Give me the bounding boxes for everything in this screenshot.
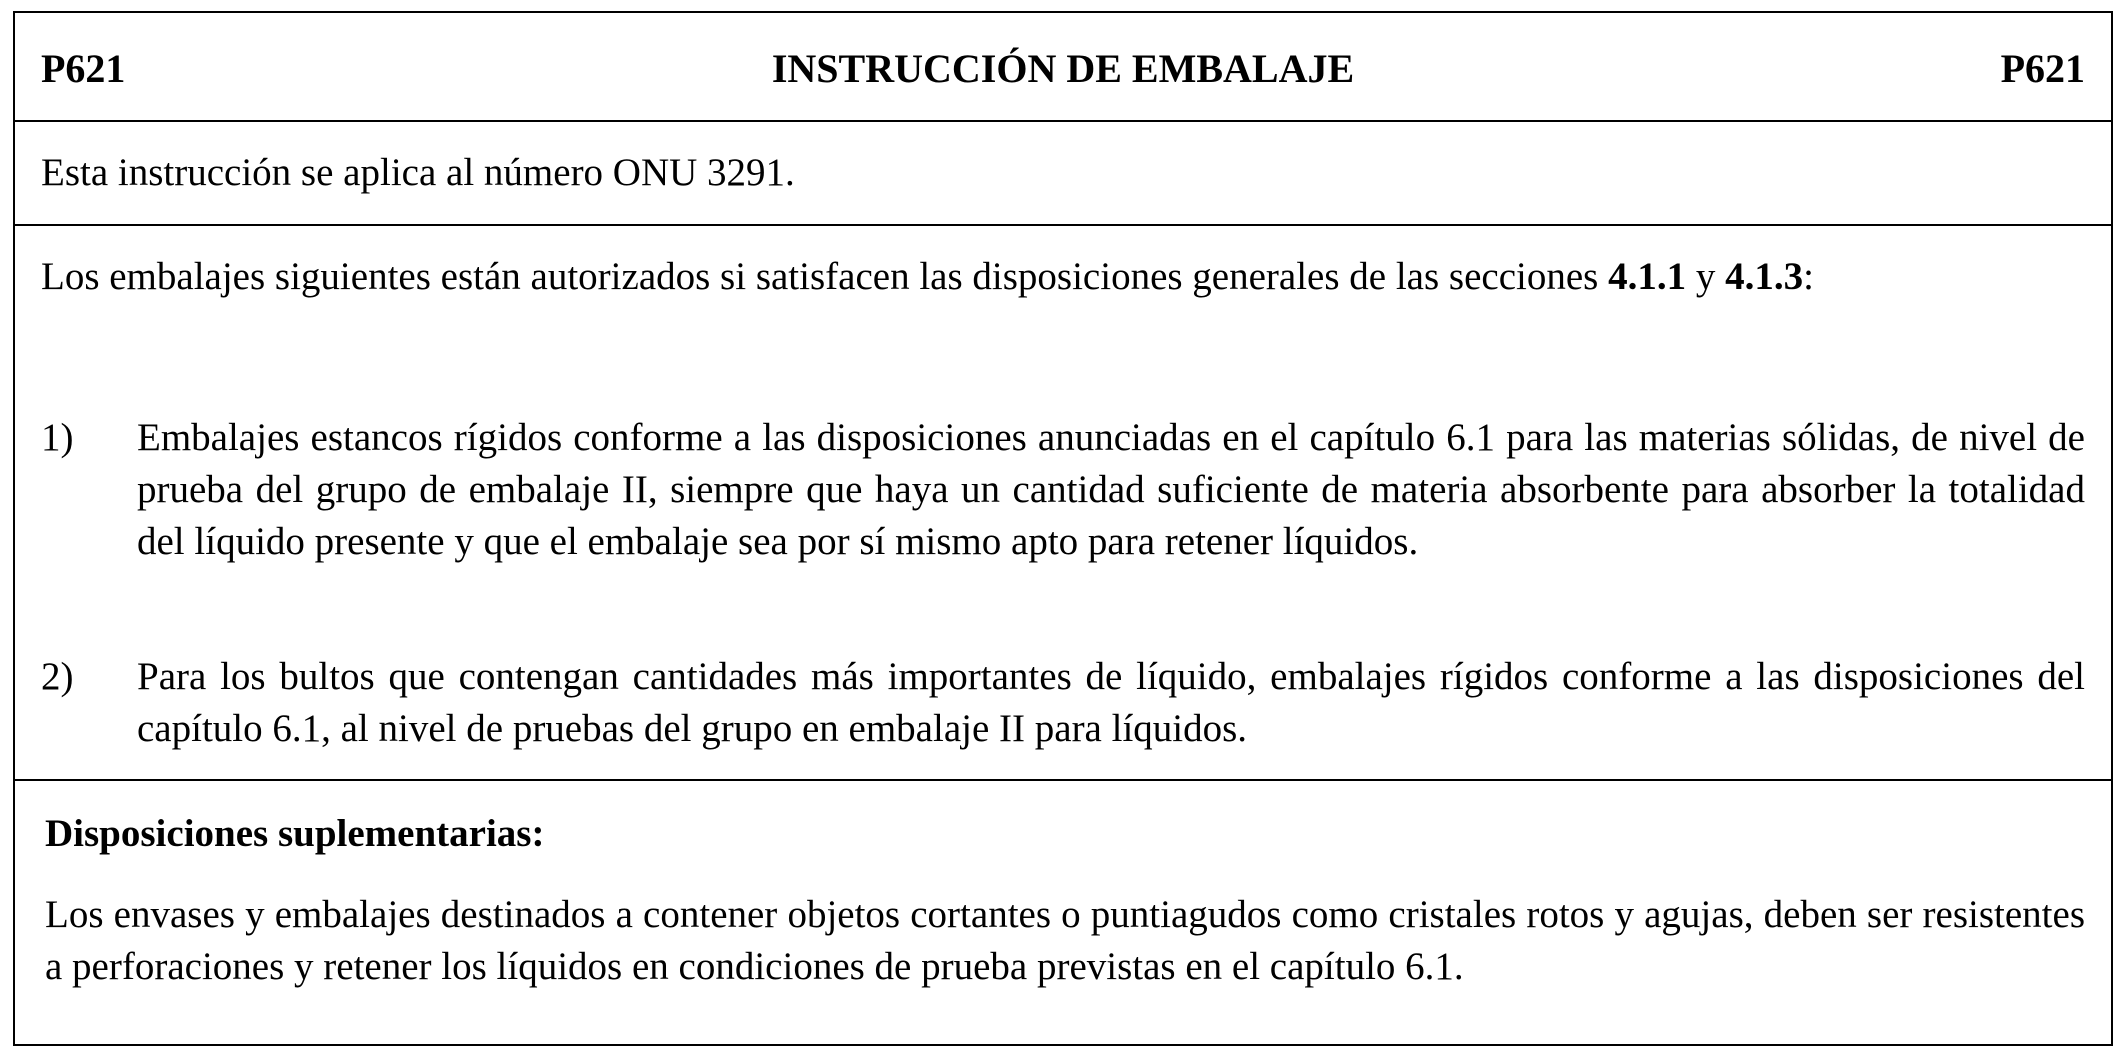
supplementary-text: Los envases y embalajes destinados a contener objetos cortantes o puntiagudos como cristales rotos y agujas, deben ser resistentes a perforaciones y retener los líquidos en condiciones de prueba previstas en el capítulo 6.1. — [45, 893, 2085, 988]
packing-instruction-table — [13, 11, 2113, 1046]
list-item-number: 1) — [41, 416, 74, 459]
scope-row — [15, 120, 2111, 224]
list-item-number: 2) — [41, 655, 74, 698]
packagings-intro — [41, 251, 2085, 303]
instruction-code-right: P621 — [2000, 46, 2085, 91]
list-item — [41, 412, 2085, 568]
instruction-title: INSTRUCCIÓN DE EMBALAJE — [771, 46, 1355, 91]
intro-conj: y — [1686, 255, 1726, 298]
supplementary-row — [15, 779, 2111, 1044]
intro-text: Los embalajes siguientes están autorizados si satisfacen las disposiciones generales de las secciones — [41, 255, 1609, 298]
supplementary-heading: Disposiciones suplementarias: — [45, 812, 545, 855]
list-item-text: Para los bultos que contengan cantidades más importantes de líquido, embalajes rígidos conforme a las disposiciones del capítulo 6.1, al nivel de pruebas del grupo en embalaje II para líquidos. — [137, 655, 2085, 750]
section-ref-a: 4.1.1 — [1608, 255, 1687, 298]
packagings-row — [15, 224, 2111, 779]
instruction-code-left: P621 — [41, 46, 126, 91]
section-ref-b: 4.1.3 — [1725, 255, 1804, 298]
scope-text: Esta instrucción se aplica al número ONU 3291. — [41, 151, 795, 194]
list-item — [41, 651, 2085, 755]
header-row — [15, 13, 2111, 120]
intro-colon: : — [1803, 255, 1814, 298]
list-item-text: Embalajes estancos rígidos conforme a las disposiciones anunciadas en el capítulo 6.1 para las materias sólidas, de nivel de prueba del grupo de embalaje II, siempre que haya un cantidad suficiente de materia absorbente para absorber la totalidad del líquido presente y que el embalaje sea por sí mismo apto para retener líquidos. — [137, 416, 2085, 563]
